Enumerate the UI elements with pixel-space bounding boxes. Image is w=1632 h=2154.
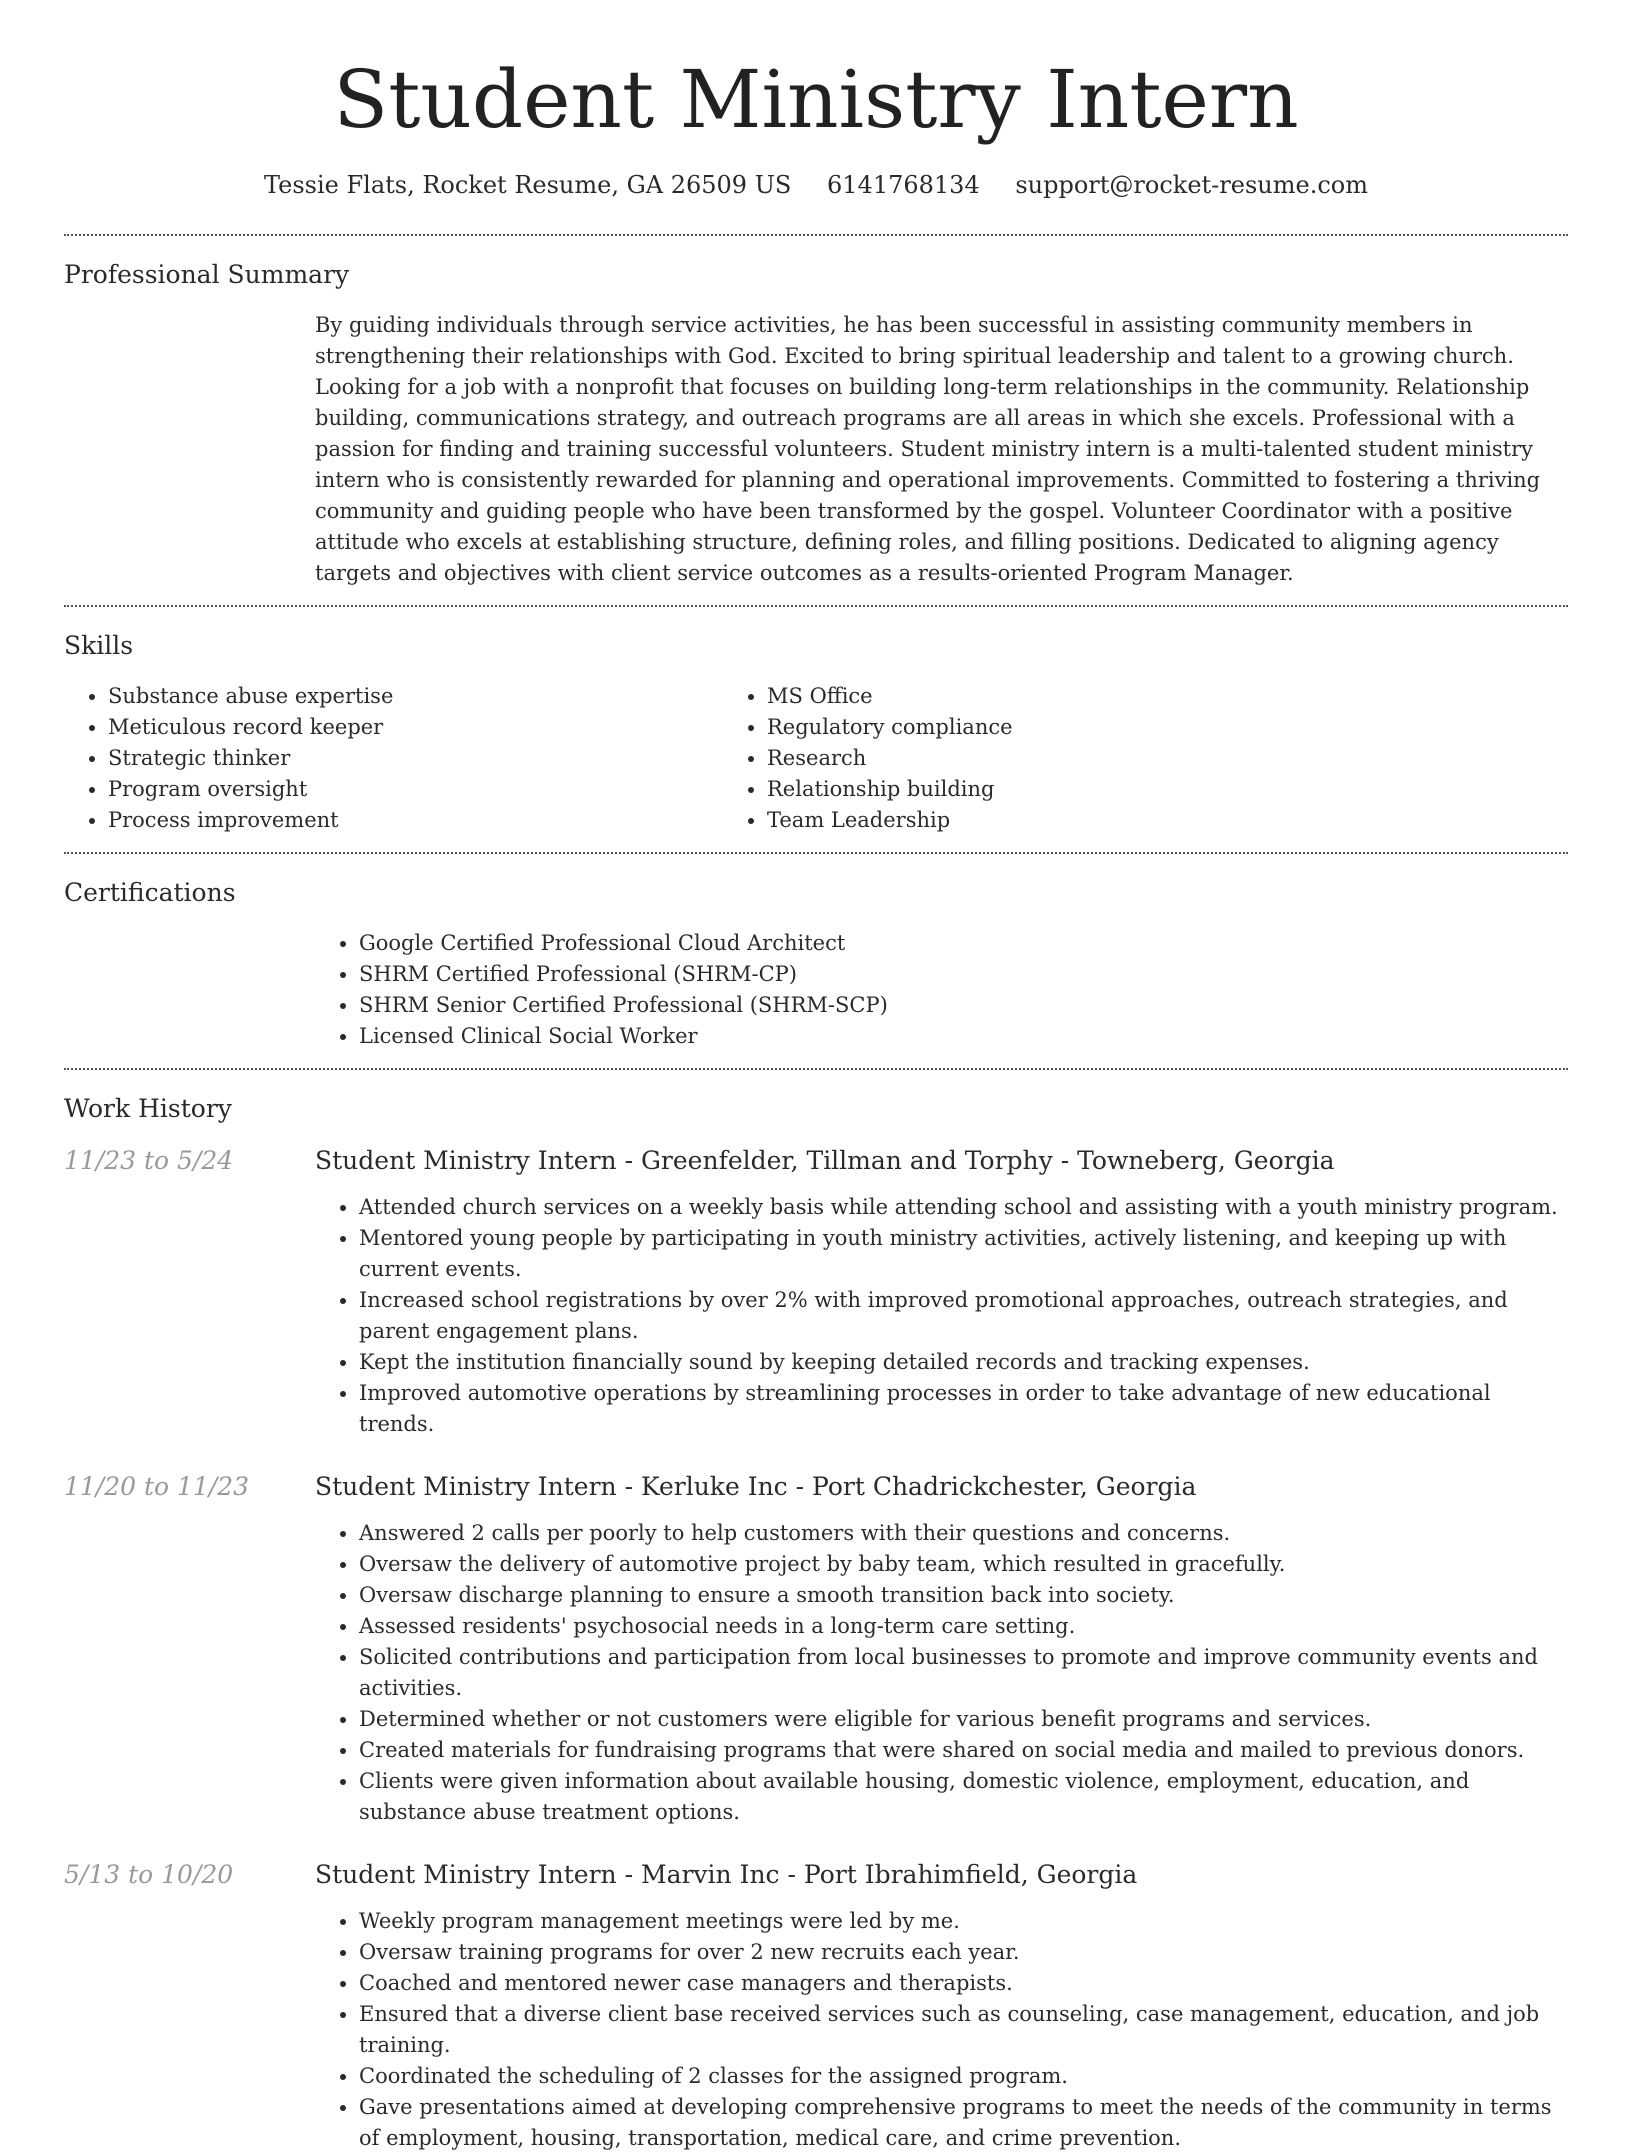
job-date: 5/13 to 10/20 [64,1860,234,1889]
job-bullet: • Assessed residents' psychosocial needs in a long-term care setting. [359,1611,1568,1642]
job-bullet: • Coordinated the scheduling of 2 classes for the assigned program. [359,2061,1568,2092]
job-bullet: • Oversaw training programs for over 2 new recruits each year. [359,1937,1568,1968]
section-title-summary: Professional Summary [64,260,350,289]
job-bullet: • Determined whether or not customers were eligible for various benefit programs and services. [359,1704,1568,1735]
job-bullet: • Increased school registrations by over 2% with improved promotional approaches, outreach strategies, and parent engagement plans. [359,1285,1568,1347]
section-title-certifications: Certifications [64,878,236,907]
job-bullets [315,1192,1568,1440]
skills-list-left [64,681,723,836]
job-bullet: • Attended church services on a weekly basis while attending school and assisting with a youth ministry program. [359,1192,1568,1223]
skill-item: • Substance abuse expertise [108,681,723,712]
summary-text: By guiding individuals through service activities, he has been successful in assisting community members in strengthening their relationships with God. Excited to bring spiritual leadership and talent to a growing church. Looking for a job with a nonprofit that focuses on building long-term relationships in the community. Relationship building, communications strategy, and outreach programs are all areas in which she excels. Professional with a passion for finding and training successful volunteers. Student ministry intern is a multi-talented student ministry intern who is consistently rewarded for planning and operational improvements. Committed to fostering a thriving community and guiding people who have been transformed by the gospel. Volunteer Coordinator with a positive attitude who excels at establishing structure, defining roles, and filling positions. Dedicated to aligning agency targets and objectives with client service outcomes as a results-oriented Program Manager. [315,313,1541,585]
job-entry [64,1858,1568,2154]
job-entry [64,1144,1568,1440]
job-entry [64,1470,1568,1828]
certification-item: • Google Certified Professional Cloud Architect [359,928,1568,959]
job-bullets [315,1518,1568,1828]
skill-item: • Strategic thinker [108,743,723,774]
skill-item: • Relationship building [767,774,1382,805]
section-title-skills: Skills [64,631,134,660]
job-bullet: • Solicited contributions and participation from local businesses to promote and improve community events and activities. [359,1642,1568,1704]
job-bullet: • Weekly program management meetings were led by me. [359,1906,1568,1937]
job-bullet: • Gave presentations aimed at developing comprehensive programs to meet the needs of the community in terms of employment, housing, transportation, medical care, and crime prevention. [359,2092,1568,2154]
section-title-work-history: Work History [64,1094,232,1123]
job-bullet: • Created materials for fundraising programs that were shared on social media and mailed to previous donors. [359,1735,1568,1766]
contact-email: support@rocket-resume.com [1015,171,1368,199]
skill-item: • Research [767,743,1382,774]
job-title: Student Ministry Intern - Greenfelder, Tillman and Torphy - Towneberg, Georgia [315,1146,1335,1175]
certification-item: • SHRM Senior Certified Professional (SHRM-SCP) [359,990,1568,1021]
certification-item: • SHRM Certified Professional (SHRM-CP) [359,959,1568,990]
skill-item: • Meticulous record keeper [108,712,723,743]
job-bullet: • Coached and mentored newer case managers and therapists. [359,1968,1568,1999]
job-bullets [315,1906,1568,2154]
job-date: 11/20 to 11/23 [64,1472,250,1501]
skill-item: • Process improvement [108,805,723,836]
certifications-section [64,854,1568,1052]
skill-item: • MS Office [767,681,1382,712]
summary-section [64,236,1568,589]
job-bullet: • Oversaw the delivery of automotive project by baby team, which resulted in gracefully. [359,1549,1568,1580]
job-bullet: • Clients were given information about available housing, domestic violence, employment, education, and substance abuse treatment options. [359,1766,1568,1828]
job-bullet: • Kept the institution financially sound by keeping detailed records and tracking expenses. [359,1347,1568,1378]
resume-name: Student Ministry Intern [333,53,1299,146]
work-history-section [64,1070,1568,2154]
job-bullet: • Oversaw discharge planning to ensure a smooth transition back into society. [359,1580,1568,1611]
resume-page [64,0,1568,2154]
contact-phone: 6141768134 [827,171,980,199]
skill-item: • Program oversight [108,774,723,805]
certification-item: • Licensed Clinical Social Worker [359,1021,1568,1052]
job-bullet: • Ensured that a diverse client base received services such as counseling, case management, education, and job training. [359,1999,1568,2061]
skill-item: • Regulatory compliance [767,712,1382,743]
job-bullet: • Improved automotive operations by streamlining processes in order to take advantage of new educational trends. [359,1378,1568,1440]
contact-line [64,168,1568,202]
certifications-list [315,928,1568,1052]
job-bullet: • Mentored young people by participating in youth ministry activities, actively listening, and keeping up with current events. [359,1223,1568,1285]
skill-item: • Team Leadership [767,805,1382,836]
contact-address: Tessie Flats, Rocket Resume, GA 26509 US [264,171,792,199]
skills-section [64,607,1568,836]
job-title: Student Ministry Intern - Marvin Inc - Port Ibrahimfield, Georgia [315,1860,1138,1889]
job-bullet: • Answered 2 calls per poorly to help customers with their questions and concerns. [359,1518,1568,1549]
skills-list-right [723,681,1382,836]
job-date: 11/23 to 5/24 [64,1146,234,1175]
job-title: Student Ministry Intern - Kerluke Inc - Port Chadrickchester, Georgia [315,1472,1197,1501]
